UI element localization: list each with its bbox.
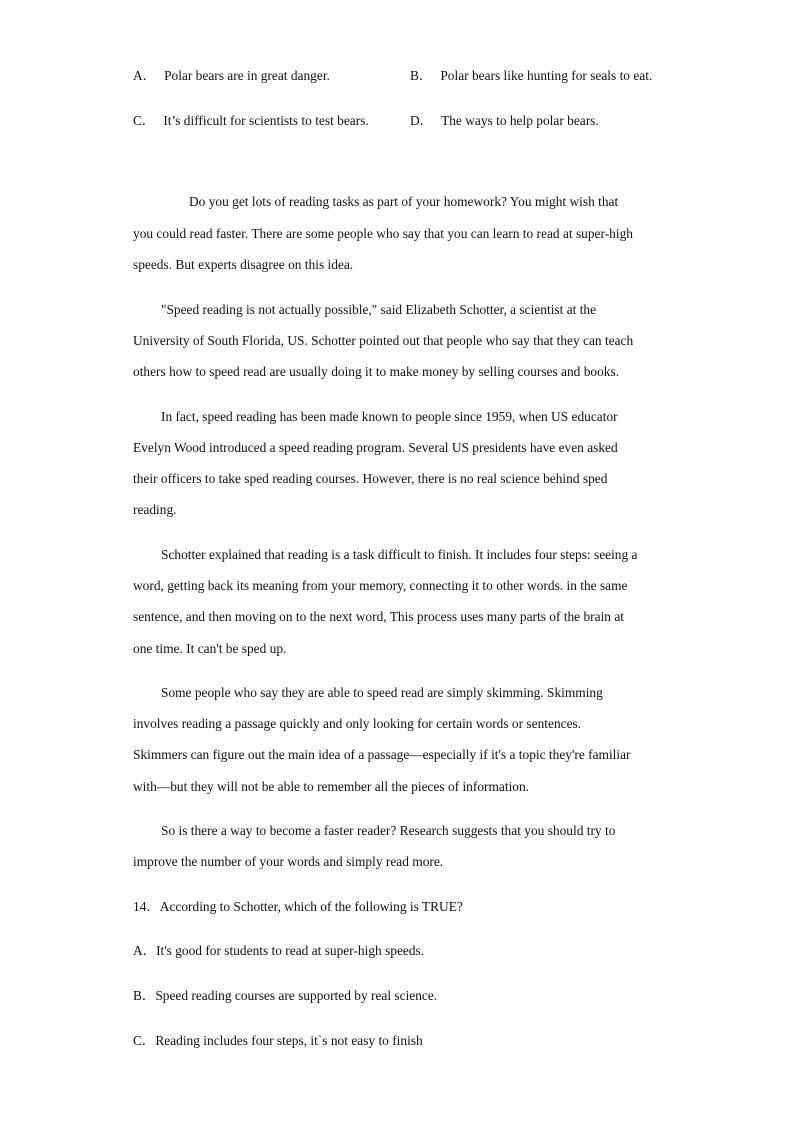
passage-line: involves reading a passage quickly and only looking for certain words or sentences. — [133, 716, 582, 731]
option-letter: B． — [410, 68, 433, 83]
passage-line: Evelyn Wood introduced a speed reading program. Several US presidents have even asked — [133, 440, 618, 455]
q14-option-c — [133, 1033, 423, 1049]
prev-option-a — [133, 68, 330, 84]
option-letter: A． — [133, 943, 157, 958]
prev-option-d — [410, 113, 599, 129]
passage-line: word, getting back its meaning from your memory, connecting it to other words. in the same — [133, 578, 628, 593]
passage-line: one time. It can't be sped up. — [133, 641, 287, 656]
passage-line: In fact, speed reading has been made known to people since 1959, when US educator — [161, 409, 618, 424]
option-text: It's good for students to read at super-high speeds. — [156, 943, 425, 958]
passage-line: Skimmers can figure out the main idea of a passage—especially if it's a topic they're familiar — [133, 747, 631, 762]
option-text: The ways to help polar bears. — [441, 113, 599, 128]
passage-line: So is there a way to become a faster reader? Research suggests that you should try to — [161, 823, 616, 838]
prev-option-b — [410, 68, 652, 84]
passage-line: improve the number of your words and simply read more. — [133, 854, 444, 869]
passage-line: Some people who say they are able to speed read are simply skimming. Skimming — [161, 685, 603, 700]
option-letter: C． — [133, 1033, 156, 1048]
option-letter: B． — [133, 988, 156, 1003]
q14-option-b — [133, 988, 437, 1004]
passage-line: reading. — [133, 502, 177, 517]
passage-line: their officers to take sped reading courses. However, there is no real science behind sped — [133, 471, 608, 486]
option-letter: D． — [410, 113, 434, 128]
passage-line: others how to speed read are usually doing it to make money by selling courses and books. — [133, 364, 620, 379]
q14-option-a — [133, 943, 424, 959]
passage-line: Schotter explained that reading is a task difficult to finish. It includes four steps: seeing a — [161, 547, 638, 562]
passage-line: "Speed reading is not actually possible," said Elizabeth Schotter, a scientist at the — [161, 302, 597, 317]
option-text: Reading includes four steps, it`s not easy to finish — [155, 1033, 423, 1048]
question-stem: 14．According to Schotter, which of the following is TRUE? — [133, 899, 463, 914]
option-letter: C． — [133, 113, 156, 128]
option-letter: A． — [133, 68, 157, 83]
passage-line: you could read faster. There are some people who say that you can learn to read at super-high — [133, 226, 633, 241]
option-text: It’s difficult for scientists to test bears. — [163, 113, 369, 128]
option-text: Polar bears like hunting for seals to eat. — [440, 68, 653, 83]
passage-line: with—but they will not be able to remember all the pieces of information. — [133, 779, 530, 794]
passage-line: University of South Florida, US. Schotter pointed out that people who say that they can teach — [133, 333, 634, 348]
passage-line: speeds. But experts disagree on this idea. — [133, 257, 354, 272]
passage-line: sentence, and then moving on to the next word, This process uses many parts of the brain at — [133, 609, 625, 624]
option-text: Speed reading courses are supported by real science. — [155, 988, 438, 1003]
prev-option-c — [133, 113, 369, 129]
passage-line: Do you get lots of reading tasks as part of your homework? You might wish that — [189, 194, 619, 209]
option-text: Polar bears are in great danger. — [164, 68, 330, 83]
